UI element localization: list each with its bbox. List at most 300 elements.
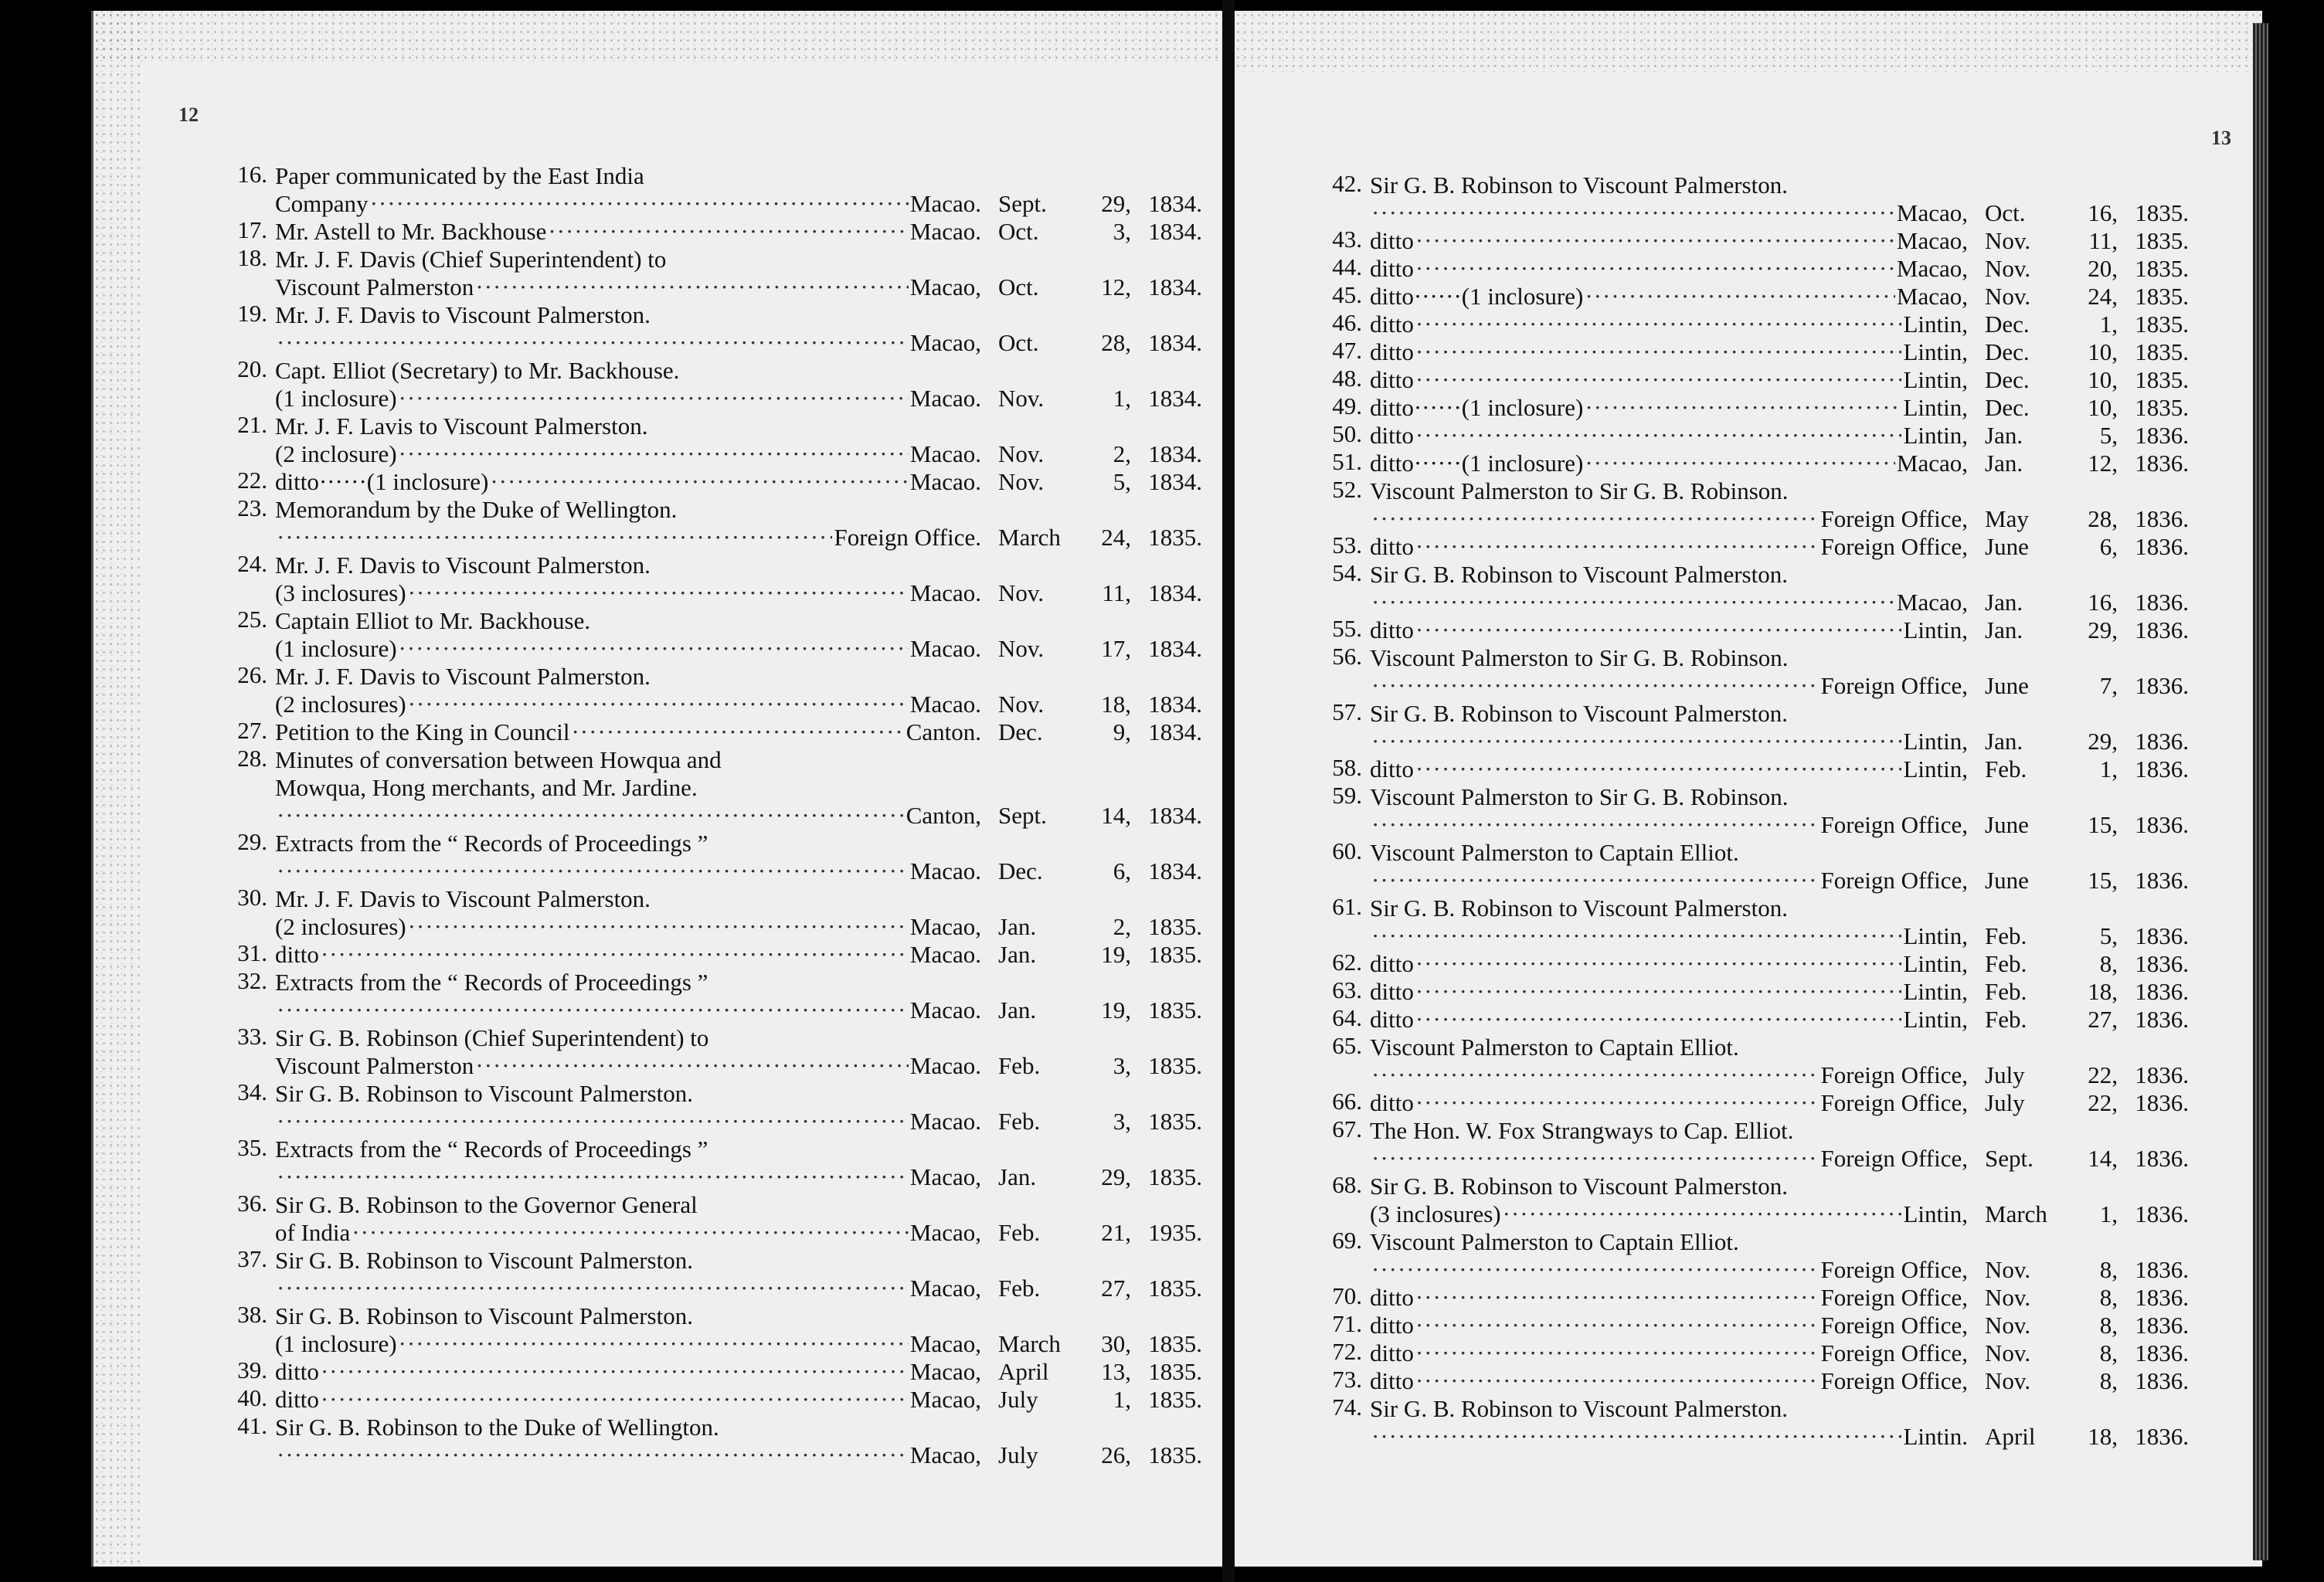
entry-place: Foreign Office, xyxy=(1820,672,1968,699)
leader-dots xyxy=(399,440,909,468)
entry-line xyxy=(237,1078,1202,1108)
entry-date-year: 1835. xyxy=(1148,1330,1202,1357)
entry-number: 16. xyxy=(237,161,267,188)
entry-line xyxy=(1332,1088,2189,1117)
entry-date xyxy=(981,913,1202,941)
leader-dots xyxy=(490,468,909,496)
entry-date-month: Oct. xyxy=(998,329,1039,356)
entry-line xyxy=(275,190,1202,218)
entry-date-year: 1836. xyxy=(2135,1284,2189,1311)
entry-date-year: 1836. xyxy=(2135,672,2189,699)
leader-dots xyxy=(1415,338,1902,366)
entry-date-year: 1835. xyxy=(1148,524,1202,551)
entry-list-right xyxy=(1332,170,2189,1451)
entry-date-month: June xyxy=(1985,811,2029,838)
entry-line xyxy=(275,913,1202,941)
entry-line xyxy=(1332,754,2189,783)
list-item xyxy=(1332,170,2189,227)
entry-text: Viscount Palmerston to Sir G. B. Robinson. xyxy=(1370,477,1789,504)
list-item xyxy=(237,411,1202,468)
entry-place: Macao. xyxy=(909,190,981,217)
entry-text: ditto······(1 inclosure) xyxy=(1370,450,1584,477)
entry-place: Macao. xyxy=(909,996,981,1024)
entry-date-year: 1835. xyxy=(1148,1052,1202,1079)
entry-date-year: 1834. xyxy=(1148,635,1202,662)
entry-date-month: Sept. xyxy=(998,802,1047,829)
entry-line xyxy=(275,1163,1202,1191)
entry-date-year: 1835. xyxy=(1148,1163,1202,1190)
entry-line xyxy=(237,1384,1202,1414)
entry-text: Mr. J. F. Davis to Viscount Palmerston. xyxy=(275,301,651,328)
entry-line xyxy=(1332,976,2189,1006)
entry-date-day: 12, xyxy=(2088,450,2118,477)
entry-line xyxy=(237,550,1202,579)
entry-number: 58. xyxy=(1332,754,1362,781)
entry-line xyxy=(237,661,1202,691)
entry-place: Foreign Office, xyxy=(1820,533,1968,560)
leader-dots xyxy=(399,385,909,412)
entry-line xyxy=(237,1190,1202,1219)
entry-number: 71. xyxy=(1332,1310,1362,1337)
list-item xyxy=(1332,253,2189,283)
entry-date-month: Dec. xyxy=(1985,366,2030,393)
entry-text: Mowqua, Hong merchants, and Mr. Jardine. xyxy=(275,774,698,801)
entry-date-month: Nov. xyxy=(1985,283,2031,310)
entry-date-day: 16, xyxy=(2088,199,2118,226)
entry-date-day: 29, xyxy=(2088,728,2118,755)
entry-date-month: Feb. xyxy=(1985,950,2027,977)
entry-date xyxy=(1968,1200,2189,1228)
entry-text: Mr. J. F. Davis to Viscount Palmerston. xyxy=(275,663,651,690)
leader-dots xyxy=(352,1219,909,1247)
entry-date-day: 18, xyxy=(2088,1423,2118,1450)
entry-date xyxy=(1968,450,2189,477)
entry-date-month: July xyxy=(998,1386,1038,1413)
leader-dots xyxy=(1415,422,1902,450)
entry-line xyxy=(275,1441,1202,1469)
entry-date xyxy=(981,1163,1202,1191)
entry-line xyxy=(275,1219,1202,1247)
entry-line xyxy=(1332,337,2189,366)
list-item xyxy=(1332,837,2189,895)
entry-line xyxy=(1332,1282,2189,1312)
entry-date xyxy=(981,996,1202,1024)
entry-date-day: 3, xyxy=(1113,1108,1131,1135)
entry-date-year: 1835. xyxy=(1148,1386,1202,1413)
entry-place: Lintin, xyxy=(1903,978,1968,1005)
entry-date-month: Nov. xyxy=(1985,255,2031,282)
entry-place: Lintin, xyxy=(1903,950,1968,977)
entry-line xyxy=(275,857,1202,885)
list-item xyxy=(237,661,1202,718)
entry-line xyxy=(237,300,1202,329)
entry-line xyxy=(1332,1115,2189,1145)
entry-date-month: Nov. xyxy=(1985,1284,2031,1311)
entry-line xyxy=(1332,698,2189,728)
list-item xyxy=(1332,1310,2189,1339)
list-item xyxy=(237,745,1202,830)
entry-date-month: July xyxy=(1985,1089,2025,1116)
entry-text: ditto xyxy=(1370,1284,1414,1311)
entry-date-month: Dec. xyxy=(1985,311,2030,338)
entry-date-year: 1836. xyxy=(2135,978,2189,1005)
leader-dots xyxy=(277,802,905,830)
list-item xyxy=(1332,1366,2189,1395)
entry-place: Foreign Office, xyxy=(1820,1367,1968,1394)
entry-date-month: Nov. xyxy=(998,440,1045,467)
entry-place: Lintin, xyxy=(1903,311,1968,338)
entry-date-day: 18, xyxy=(2088,978,2118,1005)
entry-line xyxy=(275,1108,1202,1136)
entry-date-year: 1836. xyxy=(2135,505,2189,532)
list-item xyxy=(237,967,1202,1024)
entry-place: Foreign Office, xyxy=(1820,505,1968,532)
entry-date xyxy=(1968,422,2189,450)
leader-dots xyxy=(277,857,909,885)
entry-date-day: 2, xyxy=(1113,913,1131,940)
entry-date-year: 1935. xyxy=(1148,1219,1202,1246)
entry-number: 60. xyxy=(1332,837,1362,864)
entry-place: Macao. xyxy=(909,1052,981,1079)
entry-place: Macao, xyxy=(1896,450,1968,477)
entry-number: 34. xyxy=(237,1078,267,1105)
entry-date-day: 1, xyxy=(2099,311,2118,338)
entry-text: Sir G. B. Robinson to Viscount Palmerston. xyxy=(1370,1173,1788,1200)
list-item xyxy=(237,1190,1202,1247)
entry-number: 28. xyxy=(237,745,267,772)
entry-line xyxy=(275,774,1202,802)
entry-date-year: 1834. xyxy=(1148,440,1202,467)
entry-date-month: Nov. xyxy=(998,635,1045,662)
leader-dots xyxy=(321,1386,909,1414)
entry-date-year: 1834. xyxy=(1148,691,1202,718)
entry-line xyxy=(275,329,1202,357)
entry-place: Macao, xyxy=(909,1219,981,1246)
entry-date-month: Nov. xyxy=(1985,227,2031,254)
entry-date xyxy=(1968,394,2189,422)
entry-text: Sir G. B. Robinson to the Duke of Wellington. xyxy=(275,1414,719,1441)
entry-date-year: 1834. xyxy=(1148,273,1202,300)
list-item xyxy=(1332,1115,2189,1173)
entry-date-day: 24, xyxy=(2088,283,2118,310)
entry-date-year: 1836. xyxy=(2135,1312,2189,1339)
entry-date-year: 1836. xyxy=(2135,1006,2189,1033)
entry-place: Lintin, xyxy=(1903,728,1968,755)
entry-date-day: 26, xyxy=(1101,1441,1131,1468)
entry-number: 26. xyxy=(237,661,267,688)
entry-date-month: Jan. xyxy=(998,996,1037,1024)
entry-text: Sir G. B. Robinson (Chief Superintendent) to xyxy=(275,1024,709,1051)
entry-line xyxy=(237,1134,1202,1163)
entry-number: 50. xyxy=(1332,420,1362,447)
entry-date-month: Nov. xyxy=(1985,1256,2031,1283)
entry-date-day: 14, xyxy=(2088,1145,2118,1172)
leader-dots xyxy=(1415,255,1895,283)
entry-date-year: 1836. xyxy=(2135,1200,2189,1227)
entry-date xyxy=(1968,1006,2189,1034)
entry-line xyxy=(1332,615,2189,644)
entry-date-month: Feb. xyxy=(998,1219,1041,1246)
list-item xyxy=(237,828,1202,885)
entry-place: Macao. xyxy=(909,691,981,718)
entry-date-year: 1836. xyxy=(2135,1256,2189,1283)
entry-place: Macao, xyxy=(909,1386,981,1413)
entry-date-month: March xyxy=(998,524,1061,551)
entry-date xyxy=(1968,283,2189,311)
leader-dots xyxy=(408,913,909,941)
entry-text: Extracts from the “ Records of Proceedings ” xyxy=(275,969,708,996)
entry-date-year: 1834. xyxy=(1148,218,1202,245)
entry-number: 62. xyxy=(1332,949,1362,976)
entry-line xyxy=(237,494,1202,524)
entry-date xyxy=(981,857,1202,885)
leader-dots xyxy=(571,718,904,746)
leader-dots xyxy=(1415,616,1902,644)
entry-date-month: Jan. xyxy=(998,941,1037,968)
entry-date-year: 1835. xyxy=(2135,227,2189,254)
entry-date-year: 1835. xyxy=(1148,1358,1202,1385)
leader-dots xyxy=(1585,394,1901,422)
entry-date xyxy=(1968,1256,2189,1284)
entry-date-day: 29, xyxy=(2088,616,2118,643)
entry-date xyxy=(1968,1061,2189,1089)
entry-date-year: 1835. xyxy=(2135,283,2189,310)
entry-date-year: 1835. xyxy=(2135,394,2189,421)
entry-place: Canton, xyxy=(905,802,981,829)
entry-place: Macao, xyxy=(1896,255,1968,282)
entry-line xyxy=(1370,505,2189,533)
entry-place: Foreign Office, xyxy=(1820,867,1968,894)
entry-text: Paper communicated by the East India xyxy=(275,162,644,189)
entry-date xyxy=(1968,366,2189,394)
entry-number: 63. xyxy=(1332,976,1362,1003)
list-item xyxy=(1332,531,2189,561)
entry-date xyxy=(1968,533,2189,561)
entry-date-month: April xyxy=(1985,1423,2036,1450)
entry-text: Sir G. B. Robinson to Viscount Palmerston. xyxy=(275,1080,693,1107)
entry-place: Macao. xyxy=(909,385,981,412)
entry-date-day: 1, xyxy=(2099,755,2118,783)
entry-date xyxy=(1968,1423,2189,1451)
entry-date-day: 6, xyxy=(2099,533,2118,560)
entry-date xyxy=(1968,199,2189,227)
entry-date-day: 1, xyxy=(1113,385,1131,412)
entry-line xyxy=(237,1356,1202,1386)
entry-number: 40. xyxy=(237,1384,267,1411)
entry-text: ditto xyxy=(275,1386,319,1413)
entry-date-day: 30, xyxy=(1101,1330,1131,1357)
entry-line xyxy=(237,884,1202,913)
entry-date-day: 13, xyxy=(1101,1358,1131,1385)
entry-date-year: 1836. xyxy=(2135,811,2189,838)
entry-text: ditto xyxy=(1370,978,1414,1005)
entry-date-month: March xyxy=(998,1330,1061,1357)
entry-number: 65. xyxy=(1332,1032,1362,1059)
entry-date-year: 1836. xyxy=(2135,728,2189,755)
entry-date-day: 22, xyxy=(2088,1061,2118,1088)
leader-dots xyxy=(1371,1061,1819,1089)
entry-date xyxy=(1968,922,2189,950)
leader-dots xyxy=(277,996,909,1024)
leader-dots xyxy=(1371,867,1819,895)
entry-text: ditto······(1 inclosure) xyxy=(275,468,489,495)
entry-text: (1 inclosure) xyxy=(275,1330,397,1357)
entry-number: 17. xyxy=(237,216,267,243)
entry-date-day: 5, xyxy=(1113,468,1131,495)
entry-text: Company xyxy=(275,190,369,217)
entry-date-year: 1835. xyxy=(1148,1275,1202,1302)
entry-number: 47. xyxy=(1332,337,1362,364)
entry-date-day: 8, xyxy=(2099,1256,2118,1283)
entry-date-day: 21, xyxy=(1101,1219,1131,1246)
list-item xyxy=(1332,281,2189,311)
leader-dots xyxy=(1415,1367,1819,1395)
entry-line xyxy=(237,745,1202,774)
entry-date-day: 19, xyxy=(1101,996,1131,1024)
entry-line xyxy=(237,967,1202,996)
entry-place: Macao. xyxy=(909,635,981,662)
entry-date-year: 1834. xyxy=(1148,802,1202,829)
page-edges xyxy=(2253,23,2268,1560)
entry-date-day: 29, xyxy=(1101,190,1131,217)
entry-date-month: July xyxy=(1985,1061,2025,1088)
entry-line xyxy=(237,467,1202,496)
list-item xyxy=(1332,1282,2189,1312)
entry-text: Viscount Palmerston xyxy=(275,273,474,300)
entry-text: ditto xyxy=(1370,227,1414,254)
entry-date-day: 11, xyxy=(2088,227,2118,254)
entry-place: Macao. xyxy=(909,1108,981,1135)
entry-date-month: June xyxy=(1985,867,2029,894)
entry-text: The Hon. W. Fox Strangways to Cap. Elliot. xyxy=(1370,1117,1794,1144)
entry-date-year: 1836. xyxy=(2135,589,2189,616)
entry-text: ditto xyxy=(275,941,319,968)
entry-number: 42. xyxy=(1332,170,1362,197)
entry-number: 68. xyxy=(1332,1171,1362,1198)
entry-text: (2 inclosures) xyxy=(275,691,406,718)
entry-date-day: 9, xyxy=(1113,718,1131,745)
entry-place: Macao, xyxy=(1896,227,1968,254)
leader-dots xyxy=(1415,1312,1819,1339)
entry-date-month: Nov. xyxy=(1985,1367,2031,1394)
entry-number: 69. xyxy=(1332,1227,1362,1254)
entry-number: 38. xyxy=(237,1301,267,1328)
entry-line xyxy=(1370,589,2189,616)
list-item xyxy=(237,884,1202,941)
entry-date-month: Dec. xyxy=(998,718,1043,745)
entry-date-year: 1835. xyxy=(2135,255,2189,282)
entry-date-day: 16, xyxy=(2088,589,2118,616)
entry-line xyxy=(1332,365,2189,394)
entry-date xyxy=(981,440,1202,468)
entry-line xyxy=(1370,672,2189,700)
entry-date-year: 1835. xyxy=(2135,311,2189,338)
entry-number: 72. xyxy=(1332,1338,1362,1365)
entry-place: Lintin, xyxy=(1903,338,1968,365)
entry-date-day: 1, xyxy=(1113,1386,1131,1413)
entry-place: Lintin, xyxy=(1903,1200,1968,1227)
entry-number: 74. xyxy=(1332,1394,1362,1421)
entry-date xyxy=(981,1275,1202,1302)
leader-dots xyxy=(548,218,909,246)
entry-line xyxy=(1370,199,2189,227)
list-item xyxy=(1332,893,2189,950)
entry-line xyxy=(275,996,1202,1024)
page-speckle-edge xyxy=(93,11,140,1567)
list-item xyxy=(1332,559,2189,616)
leader-dots xyxy=(1371,1423,1901,1451)
leader-dots xyxy=(1371,1256,1819,1284)
entry-line xyxy=(237,411,1202,440)
entry-line xyxy=(275,524,1202,552)
entry-number: 25. xyxy=(237,606,267,633)
entry-place: Macao, xyxy=(909,1330,981,1357)
entry-date-month: Dec. xyxy=(1985,338,2030,365)
entry-line xyxy=(275,440,1202,468)
entry-date xyxy=(1968,505,2189,533)
entry-text: Viscount Palmerston to Captain Elliot. xyxy=(1370,1228,1739,1255)
entry-text: Capt. Elliot (Secretary) to Mr. Backhouse. xyxy=(275,357,680,384)
list-item xyxy=(237,1078,1202,1136)
entry-number: 45. xyxy=(1332,281,1362,308)
leader-dots xyxy=(1415,533,1819,561)
entry-line xyxy=(1332,226,2189,255)
entry-line xyxy=(1370,1256,2189,1284)
entry-text: of India xyxy=(275,1219,351,1246)
entry-date-month: Sept. xyxy=(998,190,1047,217)
list-item xyxy=(1332,1227,2189,1284)
page-speckle-top xyxy=(1235,11,2262,73)
leader-dots xyxy=(1415,950,1902,978)
entry-date-year: 1835. xyxy=(1148,941,1202,968)
entry-place: Macao, xyxy=(1896,283,1968,310)
entry-text: (1 inclosure) xyxy=(275,635,397,662)
entry-date xyxy=(981,1108,1202,1136)
entry-number: 36. xyxy=(237,1190,267,1217)
entry-text: Sir G. B. Robinson to Viscount Palmerston. xyxy=(1370,561,1788,588)
book-spine xyxy=(1222,0,1235,1582)
entry-date xyxy=(1968,867,2189,895)
entry-number: 57. xyxy=(1332,698,1362,725)
entry-line xyxy=(1332,893,2189,922)
entry-text: ditto xyxy=(1370,1006,1414,1033)
entry-date-day: 8, xyxy=(2099,1339,2118,1366)
entry-text: Sir G. B. Robinson to Viscount Palmerston. xyxy=(275,1247,693,1274)
leader-dots xyxy=(1415,1089,1819,1117)
entry-line xyxy=(1370,1200,2189,1228)
entry-place: Foreign Office, xyxy=(1820,1061,1968,1088)
entry-date-year: 1834. xyxy=(1148,718,1202,745)
list-item xyxy=(237,1356,1202,1386)
entry-number: 32. xyxy=(237,967,267,994)
entry-date-month: June xyxy=(1985,533,2029,560)
entry-number: 37. xyxy=(237,1245,267,1272)
entry-text: Extracts from the “ Records of Proceedings ” xyxy=(275,830,708,857)
entry-number: 44. xyxy=(1332,253,1362,280)
entry-date-month: Oct. xyxy=(1985,199,2026,226)
leader-dots xyxy=(1415,1284,1819,1312)
entry-date-day: 10, xyxy=(2088,366,2118,393)
entry-place: Macao. xyxy=(909,579,981,606)
leader-dots xyxy=(277,1441,909,1469)
leader-dots xyxy=(1371,589,1895,616)
leader-dots xyxy=(1415,1006,1902,1034)
entry-place: Foreign Office, xyxy=(1820,1256,1968,1283)
entry-text: ditto xyxy=(1370,1312,1414,1339)
entry-date xyxy=(981,635,1202,663)
entry-date-month: Nov. xyxy=(1985,1312,2031,1339)
entry-place: Macao, xyxy=(909,1163,981,1190)
